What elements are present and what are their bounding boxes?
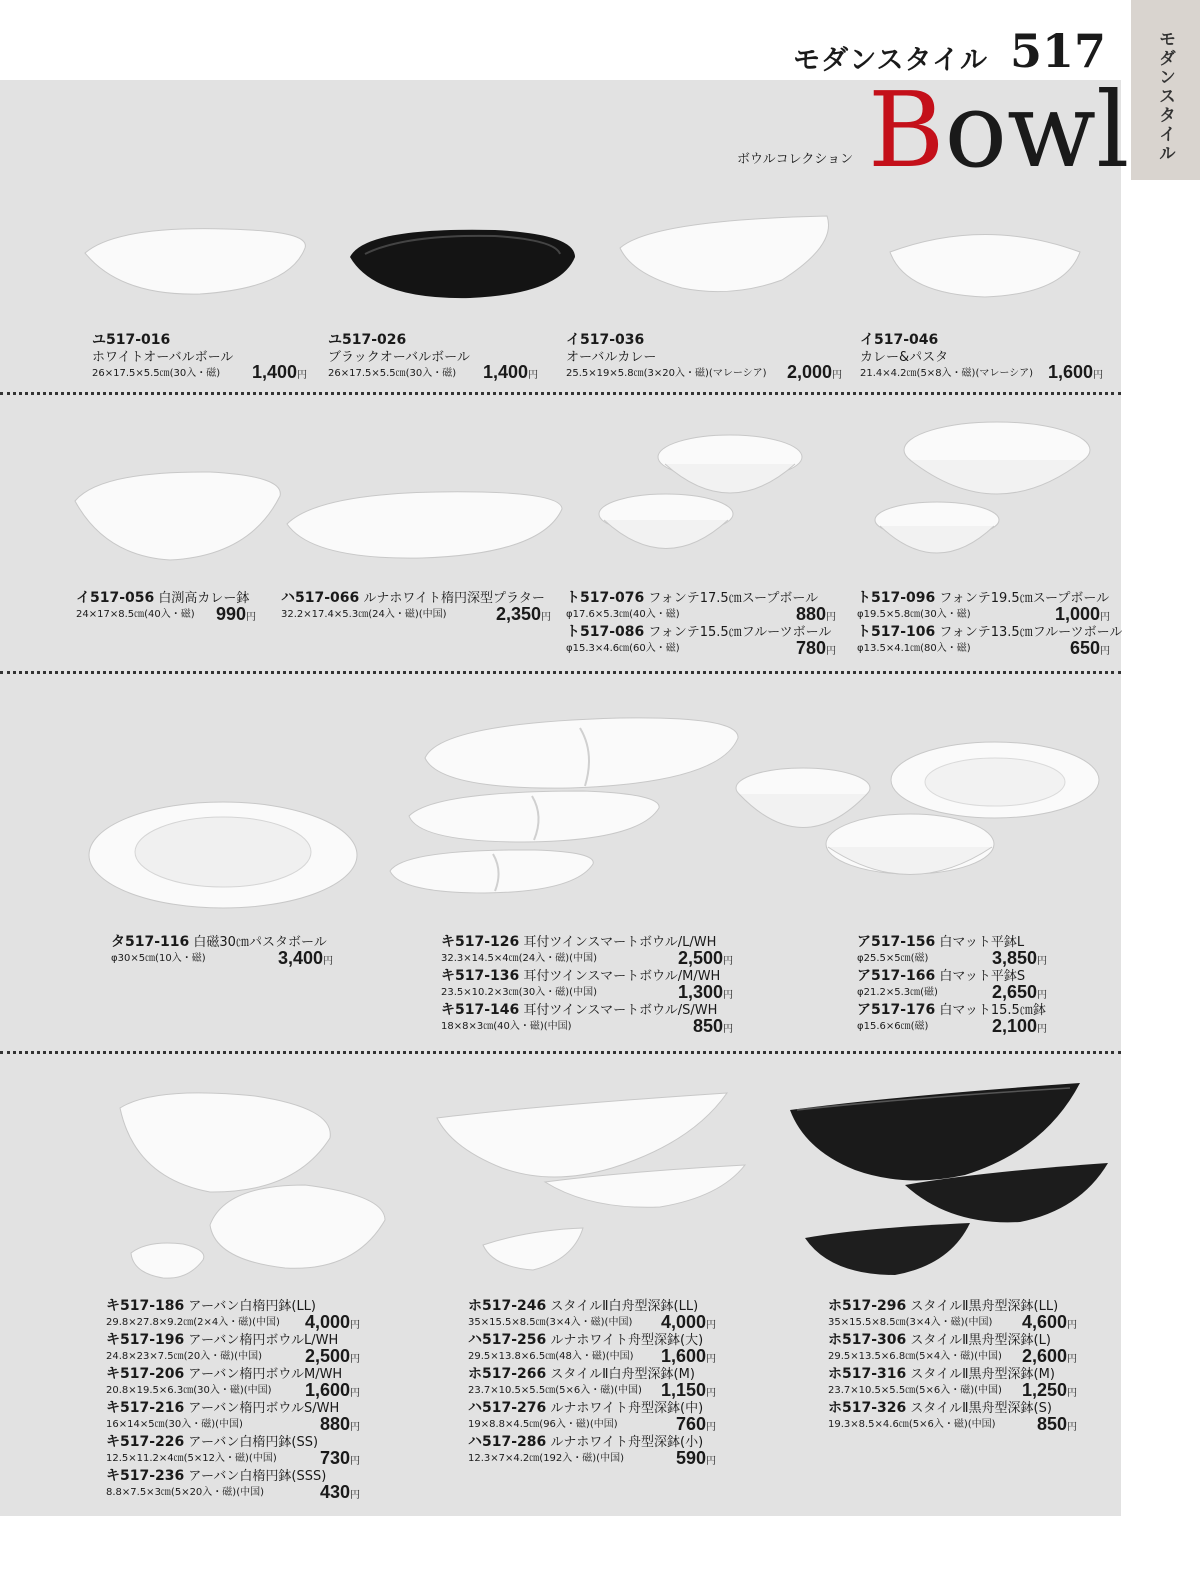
product-code-name: キ517-216 アーバン楕円ボウルS/WH <box>106 1400 340 1416</box>
product-code-name: ト517-106 フォンテ13.5㎝フルーツボール <box>857 624 1123 640</box>
product-code-name: キ517-236 アーバン白楕円鉢(SSS) <box>106 1468 327 1484</box>
product-spec: 24×17×8.5㎝(40入・磁) <box>76 609 195 620</box>
product-spec: 29.5×13.8×6.5㎝(48入・磁)(中国) <box>468 1351 634 1362</box>
product-card[interactable] <box>857 934 1047 966</box>
soup-bowl-19-image <box>900 418 1095 513</box>
section-title-initial: B <box>868 69 945 191</box>
product-price: 1,300円 <box>677 982 733 1002</box>
product-price: 850円 <box>1036 1414 1077 1434</box>
product-card[interactable] <box>106 1468 360 1500</box>
product-code-name: ユ517-026 ブラックオーバルボール <box>328 332 470 365</box>
product-spec: 18×8×3㎝(40入・磁)(中国) <box>441 1021 572 1032</box>
product-spec: φ19.5×5.8㎝(30入・磁) <box>857 609 971 620</box>
product-spec: φ15.6×6㎝(磁) <box>857 1021 929 1032</box>
product-spec: 29.8×27.8×9.2㎝(2×4入・磁)(中国) <box>106 1317 280 1328</box>
product-card[interactable] <box>441 1002 733 1034</box>
product-price: 1,600円 <box>660 1346 716 1366</box>
product-card[interactable] <box>468 1332 716 1364</box>
product-code-name: ト517-076 フォンテ17.5㎝スープボール <box>566 590 819 606</box>
oval-platter-image <box>282 484 567 564</box>
product-code-name: ト517-086 フォンテ15.5㎝フルーツボール <box>566 624 832 640</box>
product-spec: 12.3×7×4.2㎝(192入・磁)(中国) <box>468 1453 624 1464</box>
product-spec: 35×15.5×8.5㎝(3×4入・磁)(中国) <box>828 1317 993 1328</box>
product-card[interactable] <box>76 590 256 622</box>
product-code-name: ホ517-326 スタイルⅡ黒舟型深鉢(S) <box>828 1400 1052 1416</box>
product-code-name: ホ517-296 スタイルⅡ黒舟型深鉢(LL) <box>828 1298 1059 1314</box>
product-code-name: キ517-146 耳付ツインスマートボウル/S/WH <box>441 1002 718 1018</box>
product-spec: 26×17.5×5.5㎝(30入・磁) <box>92 368 221 379</box>
product-spec: 29.5×13.5×6.8㎝(5×4入・磁)(中国) <box>828 1351 1002 1362</box>
product-spec: 32.2×17.4×5.3㎝(24入・磁)(中国) <box>281 609 447 620</box>
product-code-name: キ517-196 アーバン楕円ボウルL/WH <box>106 1332 339 1348</box>
product-card[interactable] <box>857 590 1110 622</box>
product-spec: φ15.3×4.6㎝(60入・磁) <box>566 643 680 654</box>
product-spec: 21.4×4.2㎝(5×8入・磁)(マレーシア) <box>860 368 1034 379</box>
product-price: 2,000円 <box>786 362 842 382</box>
product-card[interactable] <box>828 1366 1077 1398</box>
section-title-rest: owl <box>944 69 1130 191</box>
product-card[interactable] <box>857 624 1123 658</box>
pasta-bowl-image <box>86 800 361 915</box>
product-code-name: キ517-126 耳付ツインスマートボウル/L/WH <box>441 934 717 950</box>
product-card[interactable] <box>828 1298 1077 1330</box>
product-card[interactable] <box>857 1002 1047 1034</box>
product-code-name: ホ517-266 スタイルⅡ白舟型深鉢(M) <box>468 1366 695 1382</box>
product-spec: 20.8×19.5×6.3㎝(30入・磁)(中国) <box>106 1385 272 1396</box>
product-price: 650円 <box>1069 638 1110 658</box>
product-price: 1,400円 <box>251 362 307 382</box>
product-code-name: ユ517-016 ホワイトオーバルボール <box>92 332 234 365</box>
product-price: 590円 <box>675 1448 716 1468</box>
product-card[interactable] <box>111 934 333 966</box>
product-code-name: タ517-116 白磁30㎝パスタボール <box>111 934 327 950</box>
product-price: 4,600円 <box>1021 1312 1077 1332</box>
product-price: 1,400円 <box>482 362 538 382</box>
product-code-name: ホ517-306 スタイルⅡ黒舟型深鉢(L) <box>828 1332 1051 1348</box>
product-code-name: ハ517-276 ルナホワイト舟型深鉢(中) <box>468 1400 704 1416</box>
product-code-name: イ517-036 オーバルカレー <box>566 332 657 365</box>
product-card[interactable] <box>566 590 836 622</box>
fruit-bowl-13-image <box>872 500 1002 572</box>
product-spec: 12.5×11.2×4㎝(5×12入・磁)(中国) <box>106 1453 277 1464</box>
product-card[interactable] <box>92 332 307 381</box>
product-card[interactable] <box>468 1366 716 1398</box>
luna-boat-s-image <box>478 1225 588 1275</box>
product-spec: φ25.5×5㎝(磁) <box>857 953 929 964</box>
row-divider <box>0 671 1121 674</box>
product-price: 990円 <box>215 604 256 624</box>
product-price: 2,500円 <box>677 948 733 968</box>
product-spec: φ21.2×5.3㎝(磁) <box>857 987 938 998</box>
product-code-name: キ517-136 耳付ツインスマートボウル/M/WH <box>441 968 721 984</box>
product-spec: 23.7×10.5×5.5㎝(5×6入・磁)(中国) <box>828 1385 1002 1396</box>
fruit-bowl-15-image <box>596 492 736 567</box>
product-spec: 8.8×7.5×3㎝(5×20入・磁)(中国) <box>106 1487 264 1498</box>
product-code-name: ホ517-316 スタイルⅡ黒舟型深鉢(M) <box>828 1366 1055 1382</box>
product-card[interactable] <box>441 934 733 966</box>
section-subtitle: ボウルコレクション <box>737 152 854 167</box>
white-oval-bowl-image <box>80 218 310 298</box>
product-price: 780円 <box>795 638 836 658</box>
category-title: モダンスタイル <box>793 45 988 76</box>
product-price: 2,500円 <box>304 1346 360 1366</box>
product-spec: 24.8×23×7.5㎝(20入・磁)(中国) <box>106 1351 262 1362</box>
product-code-name: キ517-226 アーバン白楕円鉢(SS) <box>106 1434 319 1450</box>
product-card[interactable] <box>106 1332 360 1364</box>
product-price: 3,400円 <box>277 948 333 968</box>
product-card[interactable] <box>106 1434 360 1466</box>
product-price: 1,150円 <box>660 1380 716 1400</box>
style2-black-m-image <box>800 1220 975 1280</box>
side-tab <box>1131 0 1200 180</box>
product-spec: φ17.6×5.3㎝(40入・磁) <box>566 609 680 620</box>
product-card[interactable] <box>566 624 836 656</box>
product-price: 2,650円 <box>991 982 1047 1002</box>
product-card[interactable] <box>857 968 1047 1000</box>
product-price: 850円 <box>692 1016 733 1036</box>
product-spec: φ13.5×4.1㎝(80入・磁) <box>857 643 971 654</box>
product-spec: 23.7×10.5×5.5㎝(5×6入・磁)(中国) <box>468 1385 642 1396</box>
product-price: 2,350円 <box>495 604 551 624</box>
product-code-name: イ517-056 白渕高カレー鉢 <box>76 590 250 606</box>
product-code-name: ハ517-066 ルナホワイト楕円深型プラター <box>281 590 545 606</box>
product-card[interactable] <box>828 1332 1077 1364</box>
product-price: 1,000円 <box>1054 604 1110 624</box>
product-card[interactable] <box>441 968 733 1000</box>
product-card[interactable] <box>281 590 551 622</box>
product-code-name: ト517-096 フォンテ19.5㎝スープボール <box>857 590 1110 606</box>
product-code-name: ハ517-286 ルナホワイト舟型深鉢(小) <box>468 1434 704 1450</box>
oval-curry-image <box>612 210 837 300</box>
row-divider <box>0 392 1121 395</box>
page-number: 517 <box>1009 24 1106 78</box>
product-price: 4,000円 <box>304 1312 360 1332</box>
product-card[interactable] <box>828 1400 1077 1432</box>
product-spec: 35×15.5×8.5㎝(3×4入・磁)(中国) <box>468 1317 633 1328</box>
product-spec: 19×8.8×4.5㎝(96入・磁)(中国) <box>468 1419 618 1430</box>
product-code-name: ア517-166 白マット平鉢S <box>857 968 1026 984</box>
product-card[interactable] <box>106 1298 360 1330</box>
product-spec: 23.5×10.2×3㎝(30入・磁)(中国) <box>441 987 597 998</box>
section-title <box>868 69 1130 191</box>
urban-bowl-l-image <box>205 1180 390 1275</box>
product-spec: 19.3×8.5×4.6㎝(5×6入・磁)(中国) <box>828 1419 996 1430</box>
product-spec: 32.3×14.5×4㎝(24入・磁)(中国) <box>441 953 597 964</box>
product-card[interactable] <box>468 1434 716 1466</box>
product-code-name: ア517-156 白マット平鉢L <box>857 934 1025 950</box>
product-card[interactable] <box>860 332 1103 381</box>
curry-pasta-image <box>885 222 1085 302</box>
product-code-name: ホ517-246 スタイルⅡ白舟型深鉢(LL) <box>468 1298 699 1314</box>
product-price: 880円 <box>795 604 836 624</box>
product-card[interactable] <box>106 1400 360 1432</box>
side-tab-label: モダンスタイル <box>1155 30 1175 163</box>
product-price: 760円 <box>675 1414 716 1434</box>
product-code-name: キ517-206 アーバン楕円ボウルM/WH <box>106 1366 343 1382</box>
product-card[interactable] <box>106 1366 360 1398</box>
twin-bowl-l-image <box>420 708 745 793</box>
urban-bowl-sss-image <box>128 1238 208 1283</box>
product-price: 1,600円 <box>1047 362 1103 382</box>
product-code-name: キ517-186 アーバン白楕円鉢(LL) <box>106 1298 316 1314</box>
product-code-name: ハ517-256 ルナホワイト舟型深鉢(大) <box>468 1332 704 1348</box>
product-price: 730円 <box>319 1448 360 1468</box>
product-spec: 25.5×19×5.8㎝(3×20入・磁)(マレーシア) <box>566 368 767 379</box>
curry-bowl-image <box>70 466 285 566</box>
product-spec: 26×17.5×5.5㎝(30入・磁) <box>328 368 457 379</box>
black-oval-bowl-image <box>345 222 580 302</box>
product-card[interactable] <box>468 1400 716 1432</box>
product-code-name: イ517-046 カレー&パスタ <box>860 332 949 365</box>
row-divider <box>0 1051 1121 1054</box>
product-code-name: ア517-176 白マット15.5㎝鉢 <box>857 1002 1046 1018</box>
product-card[interactable] <box>468 1298 716 1330</box>
product-spec: 16×14×5㎝(30入・磁)(中国) <box>106 1419 243 1430</box>
product-price: 1,600円 <box>304 1380 360 1400</box>
product-price: 1,250円 <box>1021 1380 1077 1400</box>
twin-bowl-s-image <box>385 846 600 896</box>
product-price: 2,600円 <box>1021 1346 1077 1366</box>
product-card[interactable] <box>566 332 842 381</box>
twin-bowl-m-image <box>404 786 664 846</box>
luna-boat-l-image <box>540 1162 750 1212</box>
product-price: 2,100円 <box>991 1016 1047 1036</box>
product-price: 430円 <box>319 1482 360 1502</box>
product-price: 3,850円 <box>991 948 1047 968</box>
matte-plate-s-image <box>823 812 998 894</box>
product-price: 4,000円 <box>660 1312 716 1332</box>
product-spec: φ30×5㎝(10入・磁) <box>111 953 206 964</box>
product-card[interactable] <box>328 332 538 381</box>
product-price: 880円 <box>319 1414 360 1434</box>
